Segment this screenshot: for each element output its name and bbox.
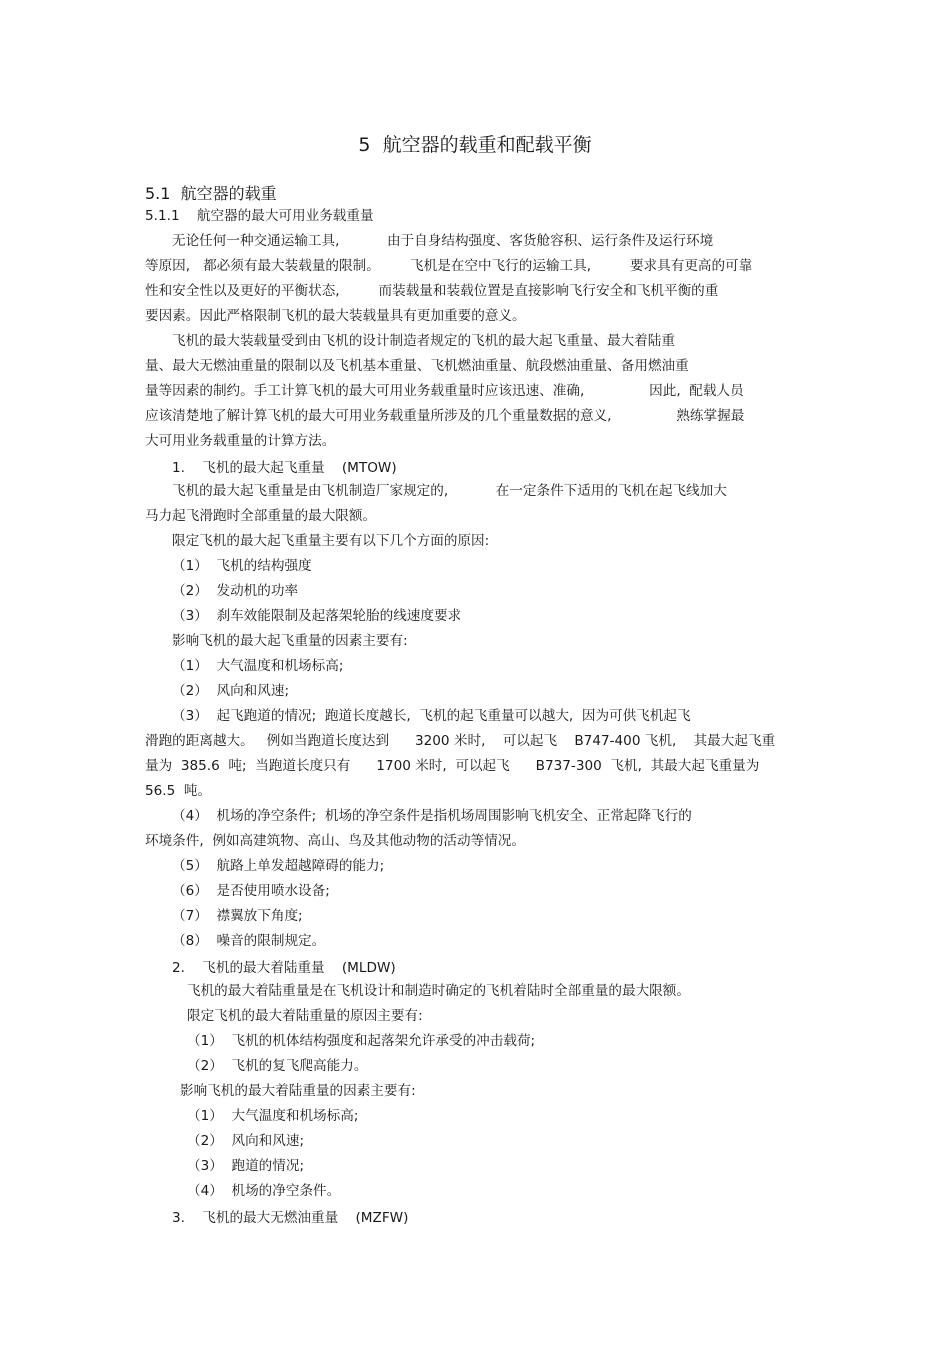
text-line: 大可用业务载重量的计算方法。 — [145, 433, 336, 449]
page-title: 5 航空器的载重和配载平衡 — [358, 134, 592, 156]
text-line: 限定飞机的最大起飞重量主要有以下几个方面的原因: — [172, 533, 490, 549]
list-item: （2） 发动机的功率 — [172, 583, 299, 599]
item-heading: 3. 飞机的最大无燃油重量 (MZFW) — [172, 1210, 409, 1226]
text-line: 等原因, 都必须有最大装载量的限制。 飞机是在空中飞行的运输工具, 要求具有更高的可靠 — [145, 258, 753, 274]
text-line: 马力起飞滑跑时全部重量的最大限额。 — [145, 508, 377, 524]
subsection-heading: 5.1.1 航空器的最大可用业务载重量 — [145, 208, 374, 224]
list-item: （3） 跑道的情况; — [187, 1158, 305, 1174]
list-item: （8） 噪音的限制规定。 — [172, 933, 326, 949]
list-item: （2） 风向和风速; — [172, 683, 290, 699]
text-line: 量、最大无燃油重量的限制以及飞机基本重量、飞机燃油重量、航段燃油重量、备用燃油重 — [145, 358, 689, 374]
list-item: （5） 航路上单发超越障碍的能力; — [172, 858, 385, 874]
text-line: 量等因素的制约。手工计算飞机的最大可用业务载重量时应该迅速、准确, 因此, 配载人员 — [145, 383, 744, 399]
list-item: （1） 飞机的机体结构强度和起落架允许承受的冲击载荷; — [187, 1033, 536, 1049]
text-line: 量为 385.6 吨; 当跑道长度只有 1700 米时, 可以起飞 B737-300 飞机, 其最大起飞重量为 — [145, 758, 760, 774]
list-item: （3） 起飞跑道的情况; 跑道长度越长, 飞机的起飞重量可以越大, 因为可供飞机起飞 — [172, 708, 691, 724]
text-line: 应该清楚地了解计算飞机的最大可用业务载重量所涉及的几个重量数据的意义, 熟练掌握最 — [145, 408, 745, 424]
text-line: 性和安全性以及更好的平衡状态, 而装载量和装载位置是直接影响飞行安全和飞机平衡的重 — [145, 283, 719, 299]
list-item: （1） 大气温度和机场标高; — [187, 1108, 359, 1124]
section-heading: 5.1 航空器的载重 — [145, 184, 277, 203]
item-heading: 1. 飞机的最大起飞重量 (MTOW) — [172, 460, 397, 476]
list-item: （2） 风向和风速; — [187, 1133, 305, 1149]
text-line: 影响飞机的最大起飞重量的因素主要有: — [172, 633, 408, 649]
text-line: 影响飞机的最大着陆重量的因素主要有: — [180, 1083, 416, 1099]
text-line: 环境条件, 例如高建筑物、高山、鸟及其他动物的活动等情况。 — [145, 833, 525, 849]
text-line: 飞机的最大着陆重量是在飞机设计和制造时确定的飞机着陆时全部重量的最大限额。 — [187, 983, 690, 999]
text-line: 56.5 吨。 — [145, 783, 212, 799]
list-item: （1） 飞机的结构强度 — [172, 558, 312, 574]
text-line: 限定飞机的最大着陆重量的原因主要有: — [187, 1008, 423, 1024]
text-line: 飞机的最大起飞重量是由飞机制造厂家规定的, 在一定条件下适用的飞机在起飞线加大 — [172, 483, 727, 499]
text-line: 飞机的最大装载量受到由飞机的设计制造者规定的飞机的最大起飞重量、最大着陆重 — [172, 333, 675, 349]
item-heading: 2. 飞机的最大着陆重量 (MLDW) — [172, 960, 396, 976]
list-item: （6） 是否使用喷水设备; — [172, 883, 330, 899]
list-item: （3） 刹车效能限制及起落架轮胎的线速度要求 — [172, 608, 462, 624]
list-item: （1） 大气温度和机场标高; — [172, 658, 344, 674]
text-line: 无论任何一种交通运输工具, 由于自身结构强度、客货舱容积、运行条件及运行环境 — [172, 233, 714, 249]
list-item: （2） 飞机的复飞爬高能力。 — [187, 1058, 368, 1074]
text-line: 滑跑的距离越大。 例如当跑道长度达到 3200 米时, 可以起飞 B747-400 飞机, 其最大起飞重 — [145, 733, 776, 749]
list-item: （4） 机场的净空条件; 机场的净空条件是指机场周围影响飞机安全、正常起降飞行的 — [172, 808, 692, 824]
list-item: （7） 襟翼放下角度; — [172, 908, 303, 924]
list-item: （4） 机场的净空条件。 — [187, 1183, 341, 1199]
text-line: 要因素。因此严格限制飞机的最大装载量具有更加重要的意义。 — [145, 308, 526, 324]
